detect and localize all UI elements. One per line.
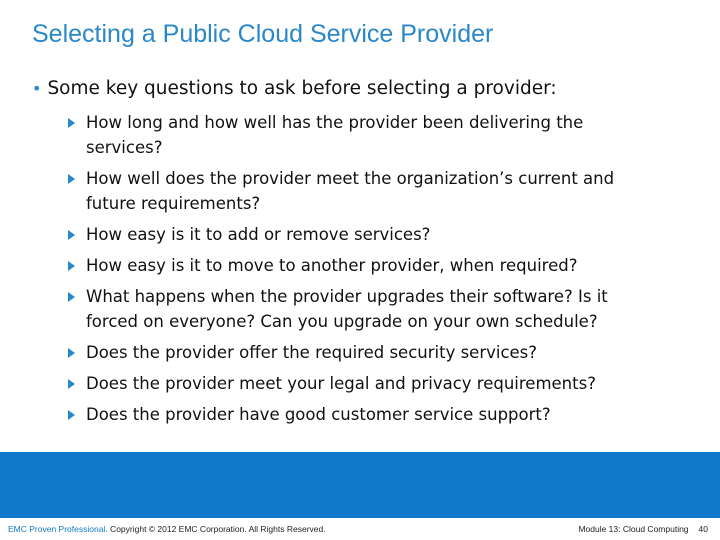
question-item (64, 110, 664, 160)
question-text: How well does the provider meet the organization’s current and future requirements? (86, 169, 615, 213)
footer-brand: EMC Proven Professional. (8, 524, 108, 534)
footer-module-info (578, 524, 708, 534)
arrow-bullet-icon (68, 348, 75, 358)
page-number: 40 (698, 524, 708, 534)
question-text: What happens when the provider upgrades their software? Is it forced on everyone? Can you upgrade on your own schedule? (86, 287, 608, 331)
footer-band (0, 452, 720, 518)
question-text: Does the provider offer the required security services? (86, 343, 538, 362)
question-item (64, 371, 664, 396)
question-item (64, 253, 664, 278)
question-text: How long and how well has the provider been delivering the services? (86, 113, 584, 157)
question-text: How easy is it to move to another provider, when required? (86, 256, 578, 275)
slide-title: Selecting a Public Cloud Service Provider (32, 20, 494, 48)
question-text: How easy is it to add or remove services? (86, 225, 431, 244)
slide-footer (0, 518, 720, 540)
question-text: Does the provider have good customer service support? (86, 405, 551, 424)
arrow-bullet-icon (68, 174, 75, 184)
footer-copyright (8, 524, 326, 534)
arrow-bullet-icon (68, 379, 75, 389)
arrow-bullet-icon (68, 292, 75, 302)
copyright-text: Copyright © 2012 EMC Corporation. All Rights Reserved. (107, 524, 326, 534)
question-item (64, 284, 664, 334)
arrow-bullet-icon (68, 261, 75, 271)
arrow-bullet-icon (68, 410, 75, 420)
module-label: Module 13: Cloud Computing (578, 524, 689, 534)
main-bullet (32, 78, 696, 99)
question-list (64, 110, 664, 427)
question-item (64, 340, 664, 365)
arrow-bullet-icon (68, 230, 75, 240)
bullet-dot-icon: • (32, 79, 42, 98)
question-item (64, 402, 664, 427)
question-item (64, 222, 664, 247)
question-item (64, 166, 664, 216)
main-bullet-text: Some key questions to ask before selecting a provider: (47, 78, 557, 99)
arrow-bullet-icon (68, 118, 75, 128)
question-text: Does the provider meet your legal and privacy requirements? (86, 374, 596, 393)
